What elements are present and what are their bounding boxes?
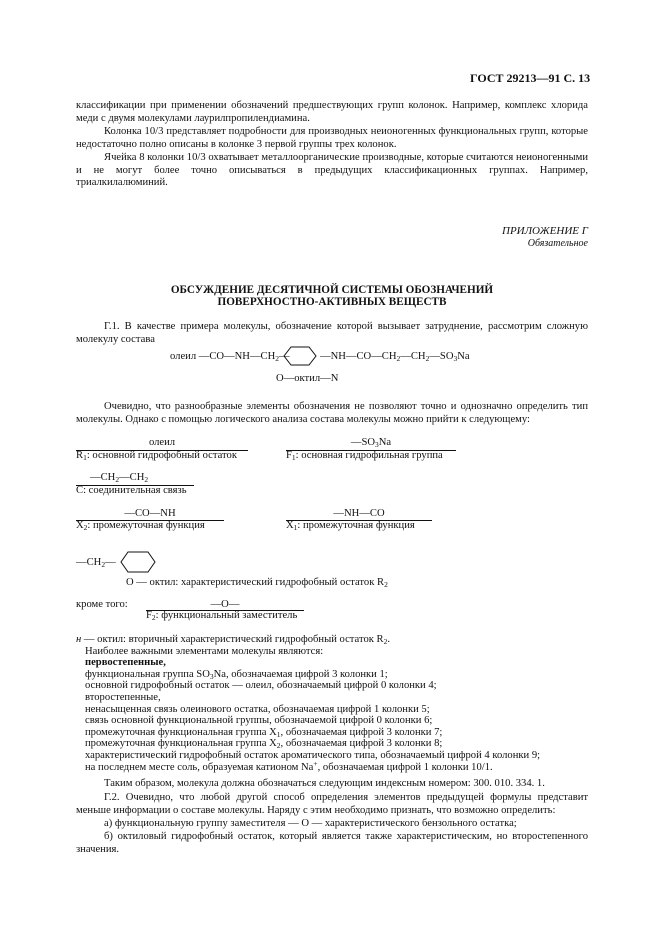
ring-prefix: $—CH_2—$ [76,557,116,569]
intro-paragraph-3: Ячейка 8 колонки 10/3 охватывает металлоорганические производные, которые считаются неионогенными и не могут более точно описываться в предыдущих классификационных группах. Например, триалкилалюминий. [76,152,588,189]
x2-label: $X_2$: промежуточная функция [76,520,205,532]
r1-top: олеил [148,437,176,448]
list-item: функциональная группа $SO_3Na$, обозначаемая цифрой 3 колонки 1; [85,668,388,681]
section-title-line-2: ПОВЕРХНОСТНО-АКТИВНЫХ ВЕЩЕСТВ [217,296,447,308]
x2-top: —CO—NH [124,508,176,519]
formula-right: $—NH—CO—CH_2—CH_2—SO_3Na$ [320,351,470,363]
f2-top: —O— [210,599,240,610]
f2-label: $F_2$: функциональный заместитель [146,610,298,622]
f1-top: $—SO_3Na$ [350,437,392,449]
r2-label: O — октил: характеристический гидрофобный остаток $R_2$ [126,577,388,589]
g1-intro-paragraph: Г.1. В качестве примера молекулы, обозначение которой вызывает затруднение, рассмотрим сложную молекулу состава [76,321,588,345]
intro-paragraph-1: классификации при применении обозначений предшествующих групп колонок. Например, комплекс хлорида меди с двумя молекулами лаурилпропилендиамина. [76,100,588,124]
appendix-status: Обязательное [527,238,588,249]
benzene-ring-icon [120,550,156,574]
formula-left: олеил $—CO—NH—CH_2—$ [170,351,290,363]
list-item: промежуточная функциональная группа $X_2$, обозначаемая цифрой 3 колонки 8; [85,738,443,751]
list-item: Наиболее важными элементами молекулы являются: [85,645,324,657]
x1-label: $X_1$: промежуточная функция [286,520,415,532]
x1-top: —NH—CO [333,508,385,519]
intro-paragraph-2: Колонка 10/3 представляет подробности для производных неионогенных функциональных групп, которые недостаточно полно описаны в колонке 3 первой группы трех колонок. [76,126,588,150]
formula-below: O—октил—N [276,373,339,384]
g2-item-b: б) октиловый гидрофобный остаток, который является также характеристическим, но второстепенного значения. [76,831,588,855]
g2-paragraph: Г.2. Очевидно, что любой другой способ определения элементов предыдущей формулы представит меньше информации о составе молекулы. Наряду с этим необходимо признать, что возможно определить: [76,792,588,816]
list-item: н — октил: вторичный характеристический гидрофобный остаток $R_2$. [76,634,391,646]
list-item: характеристический гидрофобный остаток ароматического типа, обозначаемый цифрой 4 колонки 9; [85,749,541,761]
running-header: ГОСТ 29213—91 С. 13 [470,71,591,85]
analysis-paragraph: Очевидно, что разнообразные элементы обозначения не позволяют точно и однозначно определить тип молекулы. Однако с помощью логического анализа состава молекулы можно прийти к следующему: [76,401,588,425]
list-item: второстепенные, [85,691,161,703]
list-item: ненасыщенная связь олеинового остатка, обозначаемая цифрой 1 колонки 5; [85,703,430,715]
f1-label: $F_1$: основная гидрофильная группа [286,450,443,462]
c-label: C: соединительная связь [76,485,187,496]
list-item: основной гидрофобный остаток — олеил, обозначаемый цифрой 0 колонки 4; [85,680,437,692]
r1-label: $R_1$: основной гидрофобный остаток [76,450,237,462]
elements-list [76,634,588,773]
appendix-label: ПРИЛОЖЕНИЕ Г [502,225,588,237]
c-top: $—CH_2—CH_2$ [90,472,149,484]
list-item: на последнем месте соль, образуемая катионом Na+, обозначаемая цифрой 1 колонки 10/1. [85,758,493,773]
benzene-ring-icon [283,345,317,367]
list-item: связь основной функциональной группы, обозначаемой цифрой 0 колонки 6; [85,715,433,727]
besides-label: кроме того: [76,599,128,610]
list-item: первостепенные, [85,657,166,669]
conclusion-paragraph: Таким образом, молекула должна обозначаться следующим индексным номером: 300. 010. 334. 1. [104,778,545,789]
g2-item-a: а) функциональную группу заместителя — O — характеристического бензольного остатка; [104,818,517,829]
list-item: промежуточная функциональная группа $X_1$, обозначаемая цифрой 3 колонки 7; [85,726,443,739]
section-title-line-1: ОБСУЖДЕНИЕ ДЕСЯТИЧНОЙ СИСТЕМЫ ОБОЗНАЧЕНИЙ [170,284,494,296]
